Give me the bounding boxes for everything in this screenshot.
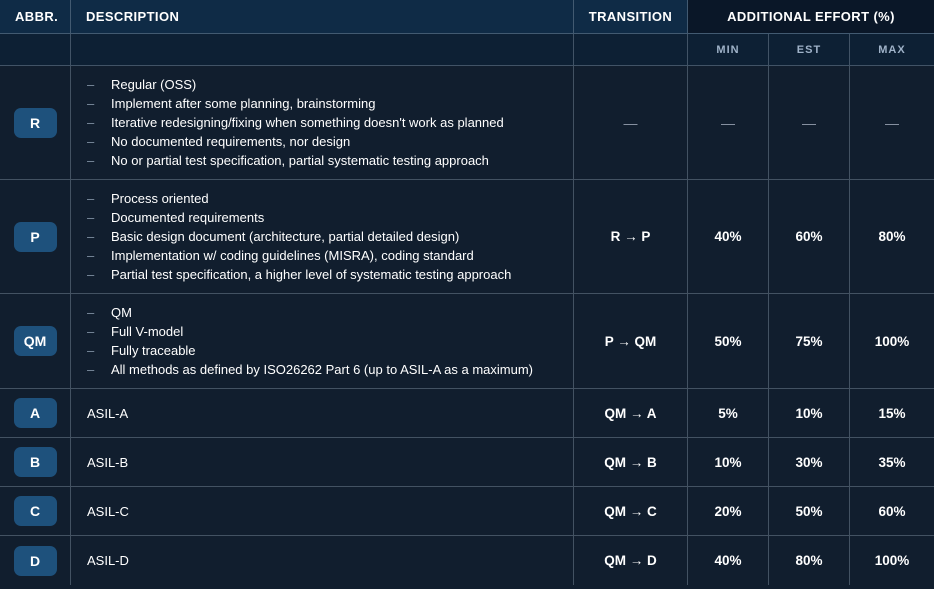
- description-bullet: [87, 360, 533, 379]
- transition-cell: P → QM: [574, 294, 688, 388]
- abbr-badge: C: [14, 496, 57, 526]
- description-bullet: [87, 227, 459, 246]
- bullet-dash-icon: –: [87, 324, 95, 339]
- bullet-dash-icon: –: [87, 305, 95, 320]
- transition-cell: QM → C: [574, 487, 688, 535]
- description-text: Iterative redesigning/fixing when something doesn't work as planned: [111, 115, 504, 130]
- max-cell: 35%: [878, 454, 906, 470]
- min-cell: 10%: [688, 438, 769, 486]
- header-abbr: [0, 0, 71, 33]
- bullet-dash-icon: –: [87, 343, 95, 358]
- max-cell: 15%: [878, 405, 906, 421]
- est-cell: 60%: [769, 180, 850, 293]
- header-transition: [574, 0, 688, 33]
- abbr-cell: [0, 487, 71, 535]
- header-effort-group: [688, 0, 934, 33]
- min-cell: —: [688, 66, 769, 179]
- table-subheader-row: [0, 34, 934, 66]
- description-cell: [71, 66, 574, 179]
- est-cell: 80%: [769, 536, 850, 585]
- transition-cell: QM → D: [574, 536, 688, 585]
- est-cell: 50%: [769, 487, 850, 535]
- bullet-dash-icon: –: [87, 229, 95, 244]
- subheader-min: [688, 34, 769, 65]
- min-cell: 20%: [688, 487, 769, 535]
- abbr-cell: [0, 180, 71, 293]
- description-bullet: [87, 113, 504, 132]
- max-cell: 60%: [878, 503, 906, 519]
- description-text: Basic design document (architecture, partial detailed design): [111, 229, 460, 244]
- description-text: Implement after some planning, brainstorming: [111, 96, 376, 111]
- description-cell: ASIL-A: [71, 389, 574, 437]
- est-cell: 75%: [769, 294, 850, 388]
- header-effort-group-label: ADDITIONAL EFFORT (%): [727, 9, 895, 24]
- description-text: All methods as defined by ISO26262 Part 6 (up to ASIL-A as a maximum): [111, 362, 533, 377]
- table-row: [0, 294, 934, 389]
- description-bullet: [87, 132, 350, 151]
- table-row: [0, 66, 934, 180]
- description-cell: ASIL-D: [71, 536, 574, 585]
- description-text: QM: [111, 305, 132, 320]
- header-transition-label: TRANSITION: [588, 9, 673, 24]
- header-description: [71, 0, 574, 33]
- description-bullet: [87, 75, 196, 94]
- description-text: Partial test specification, a higher level of systematic testing approach: [111, 267, 512, 282]
- description-bullet: [87, 322, 183, 341]
- bullet-dash-icon: –: [87, 267, 95, 282]
- subheader-est-label: EST: [796, 43, 822, 56]
- max-cell: 80%: [878, 229, 906, 244]
- bullet-dash-icon: –: [87, 248, 95, 263]
- abbr-cell: [0, 66, 71, 179]
- bullet-dash-icon: –: [87, 191, 95, 206]
- description-text: Implementation w/ coding guidelines (MISRA), coding standard: [111, 248, 474, 263]
- description-bullet: [87, 265, 511, 284]
- description-cell: [71, 180, 574, 293]
- est-cell: —: [769, 66, 850, 179]
- description-bullet: [87, 303, 132, 322]
- abbr-badge: A: [14, 398, 57, 428]
- description-text: No or partial test specification, partial systematic testing approach: [111, 153, 489, 168]
- description-bullet: [87, 208, 264, 227]
- abbr-badge: B: [14, 447, 57, 477]
- transition-cell: —: [574, 66, 688, 179]
- abbr-badge: D: [14, 546, 57, 576]
- table-row: [0, 438, 934, 487]
- bullet-dash-icon: –: [87, 210, 95, 225]
- transition-cell: QM → A: [574, 389, 688, 437]
- header-abbr-label: ABBR.: [15, 9, 59, 24]
- description-cell: ASIL-C: [71, 487, 574, 535]
- abbr-badge: R: [14, 108, 57, 138]
- description-cell: [71, 294, 574, 388]
- subheader-description-empty: [71, 34, 574, 65]
- bullet-dash-icon: –: [87, 115, 95, 130]
- subheader-max: [850, 34, 934, 65]
- est-cell: 30%: [769, 438, 850, 486]
- table-header-row: [0, 0, 934, 34]
- description-bullet: [87, 94, 375, 113]
- min-cell: 50%: [688, 294, 769, 388]
- min-cell: 40%: [688, 536, 769, 585]
- description-bullet: [87, 246, 474, 265]
- description-text: Fully traceable: [111, 343, 196, 358]
- bullet-dash-icon: –: [87, 153, 95, 168]
- abbr-badge: P: [14, 222, 57, 252]
- subheader-transition-empty: [574, 34, 688, 65]
- max-cell: 100%: [874, 553, 910, 568]
- description-bullet: [87, 151, 489, 170]
- subheader-min-label: MIN: [716, 43, 740, 56]
- table-row: [0, 536, 934, 585]
- table-row: [0, 389, 934, 438]
- bullet-dash-icon: –: [87, 96, 95, 111]
- description-text: No documented requirements, nor design: [111, 134, 351, 149]
- max-cell: —: [885, 114, 899, 131]
- description-bullet: [87, 341, 196, 360]
- description-cell: ASIL-B: [71, 438, 574, 486]
- description-text: Full V-model: [111, 324, 184, 339]
- abbr-cell: [0, 536, 71, 585]
- transition-cell: R → P: [574, 180, 688, 293]
- table-row: [0, 487, 934, 536]
- abbr-badge: QM: [14, 326, 57, 356]
- min-cell: 5%: [688, 389, 769, 437]
- abbr-cell: [0, 438, 71, 486]
- est-cell: 10%: [769, 389, 850, 437]
- subheader-est: [769, 34, 850, 65]
- abbr-cell: [0, 389, 71, 437]
- subheader-max-label: MAX: [878, 43, 906, 56]
- bullet-dash-icon: –: [87, 77, 95, 92]
- bullet-dash-icon: –: [87, 362, 95, 377]
- header-description-label: DESCRIPTION: [86, 9, 180, 24]
- description-bullet: [87, 189, 209, 208]
- bullet-dash-icon: –: [87, 134, 95, 149]
- abbr-cell: [0, 294, 71, 388]
- subheader-abbr-empty: [0, 34, 71, 65]
- description-text: Regular (OSS): [111, 77, 197, 92]
- transition-cell: QM → B: [574, 438, 688, 486]
- description-text: Process oriented: [111, 191, 209, 206]
- max-cell: 100%: [874, 333, 910, 349]
- description-text: Documented requirements: [111, 210, 265, 225]
- table-row: [0, 180, 934, 294]
- min-cell: 40%: [688, 180, 769, 293]
